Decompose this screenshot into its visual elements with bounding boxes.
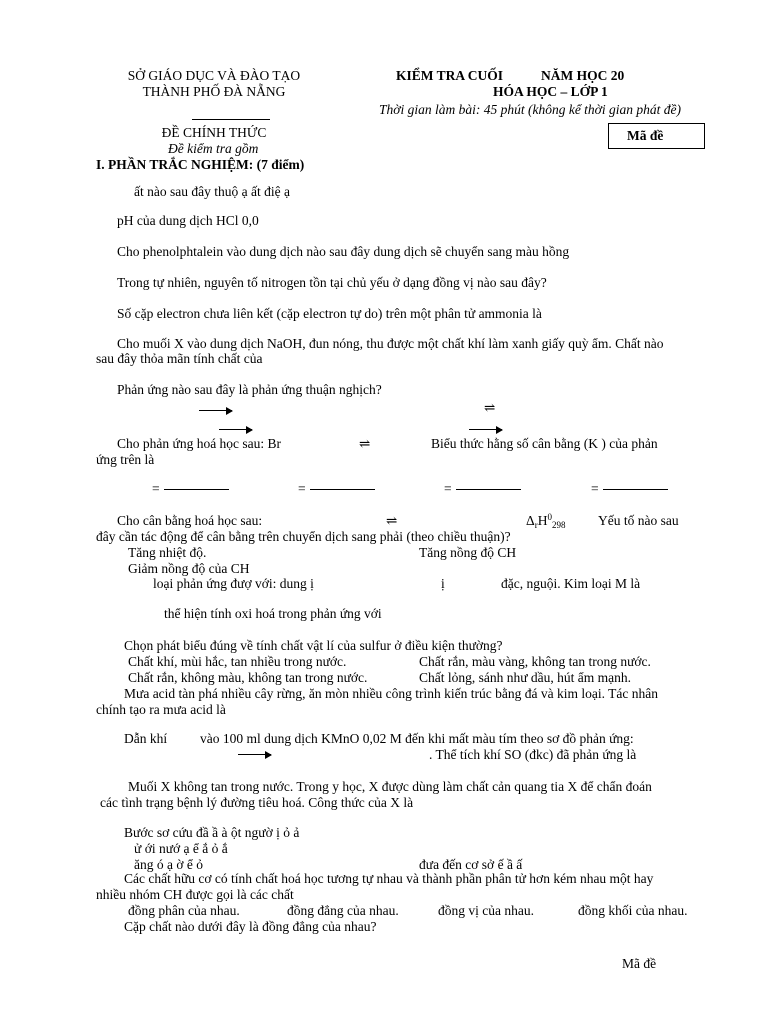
question-12-option-b: Chất rắn, màu vàng, không tan trong nước. — [419, 654, 651, 669]
question-2: pH của dung dịch HCl 0,0 — [117, 213, 259, 228]
reaction-arrow-C — [219, 429, 252, 430]
footer-exam-code: Mã đề — [622, 956, 657, 971]
option-b-equals: = — [298, 481, 306, 496]
time-note: Thời gian làm bài: 45 phút (không kể thời gian phát đề) — [379, 102, 682, 117]
question-12: Chọn phát biểu đúng về tính chất vật lí của sulfur ở điều kiện thường? — [124, 638, 503, 653]
question-12-option-c: Chất rắn, không màu, không tan trong nước. — [128, 670, 368, 685]
reaction-arrow-D — [469, 429, 502, 430]
question-9-tail: Yếu tố nào sau — [598, 513, 679, 528]
question-9-option-a: Tăng nhiệt độ. — [128, 545, 207, 560]
question-4: Trong tự nhiên, nguyên tố nitrogen tồn tại chủ yếu ở dạng đồng vị nào sau đây? — [117, 275, 547, 290]
question-7: Phản ứng nào sau đây là phản ứng thuận nghịch? — [117, 382, 382, 397]
reaction-arrow-A — [199, 410, 232, 411]
enthalpy-letter: H — [537, 513, 548, 528]
question-9-option-c: Giảm nồng độ của CH — [128, 561, 250, 576]
question-14-tail: . Thể tích khí SO (đkc) đã phản ứng là — [429, 747, 637, 762]
city-name: THÀNH PHỐ ĐÀ NẴNG — [142, 84, 286, 99]
question-6-line1: Cho muối X vào dung dịch NaOH, đun nóng, thu được một chất khí làm xanh giấy quỳ ẩm. Chất nào — [117, 336, 664, 351]
header-divider — [192, 119, 270, 120]
question-9: Cho cân bằng hoá học sau: — [117, 513, 263, 528]
question-9-equilibrium: ⇌ — [386, 513, 398, 528]
question-10-mid: ị — [441, 576, 445, 591]
question-15-line1: Muối X không tan trong nước. Trong y học, X được dùng làm chất cản quang tia X để chẩn đoán — [128, 779, 652, 794]
option-c-fraction-bar — [456, 489, 521, 490]
option-c-equals: = — [444, 481, 452, 496]
exam-code-label: Mã đề — [627, 128, 664, 143]
pages-note: Đề kiểm tra gồm — [168, 141, 259, 156]
question-8-equilibrium: ⇌ — [359, 436, 371, 451]
question-13-line2: chính tạo ra mưa acid là — [96, 702, 226, 717]
enthalpy-superscript: 0 — [547, 512, 552, 522]
question-10-tail: đặc, nguội. Kim loại M là — [501, 576, 641, 591]
question-8-expression: Biểu thức hằng số cân bằng (K ) của phản — [431, 436, 658, 451]
question-16-line3-tail: đưa đến cơ sở ế ầ ấ — [419, 857, 523, 872]
question-8: Cho phản ứng hoá học sau: Br — [117, 436, 282, 451]
question-16-line3: ăng ó ạ ờ ể ỏ — [134, 857, 203, 872]
option-b-fraction-bar — [310, 489, 375, 490]
exam-title: KIỂM TRA CUỐI — [396, 68, 504, 83]
official-label: ĐỀ CHÍNH THỨC — [161, 125, 267, 140]
question-12-option-a: Chất khí, mùi hắc, tan nhiều trong nước. — [128, 654, 347, 669]
exam-code-box — [608, 123, 705, 149]
question-14-body: vào 100 ml dung dịch KMnO 0,02 M đến khi mất màu tím theo sơ đồ phản ứng: — [200, 731, 634, 746]
question-14: Dẫn khí — [124, 731, 168, 746]
department-name: SỞ GIÁO DỤC VÀ ĐÀO TẠO — [127, 68, 301, 83]
subject-title: HÓA HỌC – LỚP 1 — [493, 84, 608, 99]
equilibrium-arrow-B: ⇌ — [484, 400, 496, 415]
question-17-option-b: đồng đẳng của nhau. — [287, 903, 399, 918]
question-16-line2: ử ới nướ ạ ể ắ ỏ ắ — [134, 841, 228, 856]
question-10: loại phản ứng đượ với: dung ị — [153, 576, 314, 591]
question-17-option-a: đồng phân của nhau. — [128, 903, 240, 918]
question-17-option-c: đồng vị của nhau. — [438, 903, 534, 918]
question-14-arrow — [238, 754, 271, 755]
question-11: thể hiện tính oxi hoá trong phản ứng với — [164, 606, 382, 621]
question-13-line1: Mưa acid tàn phá nhiều cây rừng, ăn mòn nhiều công trình kiến trúc bằng đá và kim loại. Tác nhân — [124, 686, 658, 701]
question-6-line2: sau đây thỏa mãn tính chất của — [96, 351, 263, 366]
question-17-line1: Các chất hữu cơ có tính chất hoá học tương tự nhau và thành phần phân tử hơn kém nhau một hay — [124, 871, 654, 886]
option-d-equals: = — [591, 481, 599, 496]
question-16-line1: Bước sơ cứu đầ ầ à ột ngườ ị ỏ ả — [124, 825, 300, 840]
question-9-option-b: Tăng nồng độ CH — [419, 545, 517, 560]
question-8-line2: ứng trên là — [96, 452, 155, 467]
question-3: Cho phenolphtalein vào dung dịch nào sau đây dung dịch sẽ chuyển sang màu hồng — [117, 244, 570, 259]
question-15-line2: các tình trạng bệnh lý đường tiêu hoá. Công thức của X là — [100, 795, 414, 810]
question-18: Cặp chất nào dưới đây là đồng đẳng của nhau? — [124, 919, 377, 934]
question-17-line2: nhiều nhóm CH được gọi là các chất — [96, 887, 294, 902]
delta-subscript: r — [534, 520, 538, 530]
enthalpy-subscript: 298 — [551, 520, 566, 530]
enthalpy-symbol — [526, 512, 565, 530]
option-a-equals: = — [152, 481, 160, 496]
question-5: Số cặp electron chưa liên kết (cặp electron tự do) trên một phân tử ammonia là — [117, 306, 542, 321]
school-year: NĂM HỌC 20 — [541, 68, 625, 83]
option-a-fraction-bar — [164, 489, 229, 490]
option-d-fraction-bar — [603, 489, 668, 490]
question-12-option-d: Chất lỏng, sánh như dầu, hút ẩm mạnh. — [419, 670, 632, 685]
section-title: I. PHẦN TRẮC NGHIỆM: (7 điểm) — [96, 157, 305, 172]
question-17-option-d: đồng khối của nhau. — [578, 903, 688, 918]
question-1: ất nào sau đây thuộ ạ ất điệ ạ — [134, 184, 290, 199]
delta-symbol: Δ — [526, 513, 535, 528]
question-9-line2: đây cần tác động để cân bằng trên chuyển dịch sang phải (theo chiều thuận)? — [96, 529, 511, 544]
